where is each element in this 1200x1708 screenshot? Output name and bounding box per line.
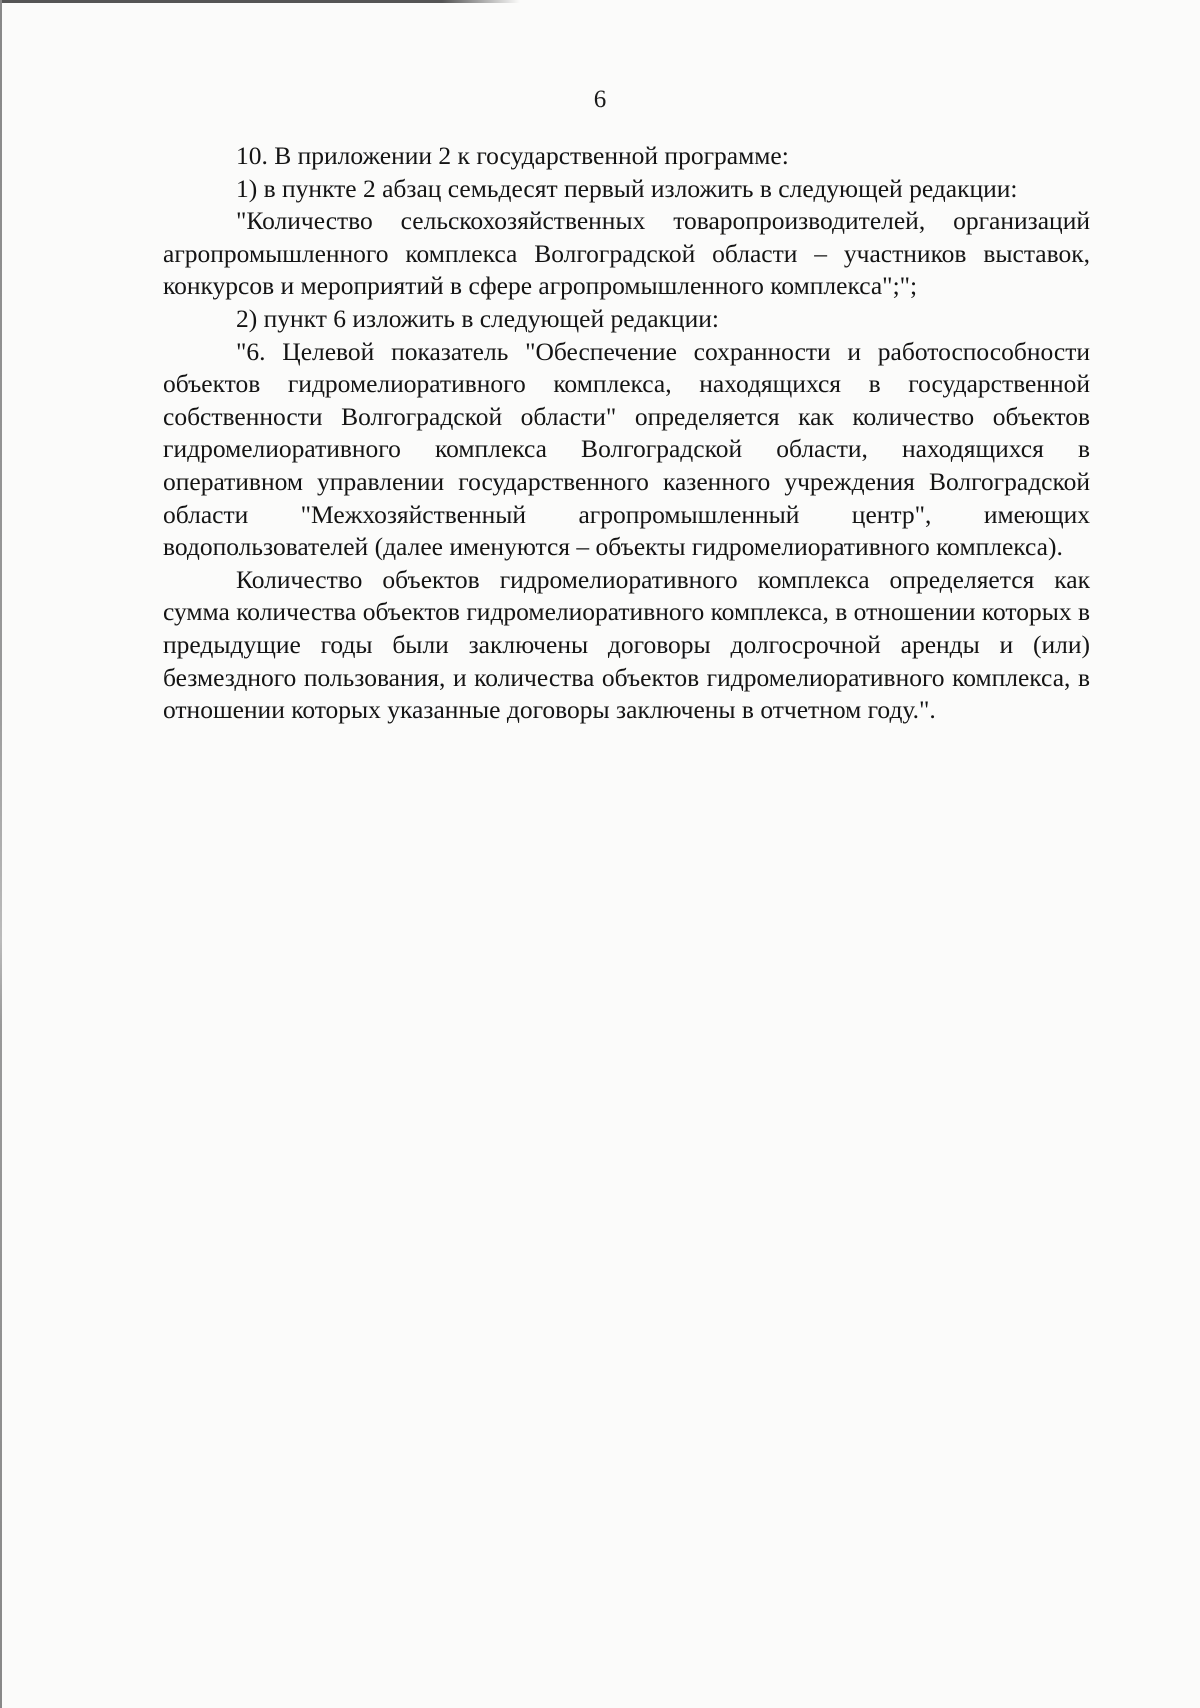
paragraph-target-indicator-6: "6. Целевой показатель "Обеспечение сохранности и работоспособности объектов гидромелиоративного комплекса, находящихся в государственной собственности Волгоградской области" определяется как количество объектов гидромелиоративного комплекса Волгоградской области, находящихся в оперативном управлении государственного казенного учреждения Волгоградской области "Межхозяйственный агропромышленный центр", имеющих водопользователей (далее именуются – объекты гидромелиоративного комплекса).: [163, 336, 1090, 562]
scan-top-edge-line: [0, 0, 520, 3]
paragraph-subitem-1: 1) в пункте 2 абзац семьдесят первый изложить в следующей редакции:: [236, 173, 1018, 203]
paragraph-subitem-2: 2) пункт 6 изложить в следующей редакции:: [236, 303, 719, 333]
scan-left-edge-line: [0, 0, 2, 1708]
page-number: 6: [593, 86, 607, 113]
document-body: [163, 140, 1090, 727]
paragraph-item-10-heading: 10. В приложении 2 к государственной программе:: [236, 141, 789, 170]
paragraph-quoted-wording-1: "Количество сельскохозяйственных товаропроизводителей, организаций агропромышленного комплекса Волгоградской области – участников выставок, конкурсов и мероприятий в сфере агропромышленного комплекса";";: [163, 206, 1090, 301]
paragraph-count-definition: Количество объектов гидромелиоративного комплекса определяется как сумма количества объектов гидромелиоративного комплекса, в отношении которых в предыдущие годы были заключены договоры долгосрочной аренды и (или) безмездного пользования, и количества объектов гидромелиоративного комплекса, в отношении которых указанные договоры заключены в отчетном году.".: [163, 564, 1090, 725]
